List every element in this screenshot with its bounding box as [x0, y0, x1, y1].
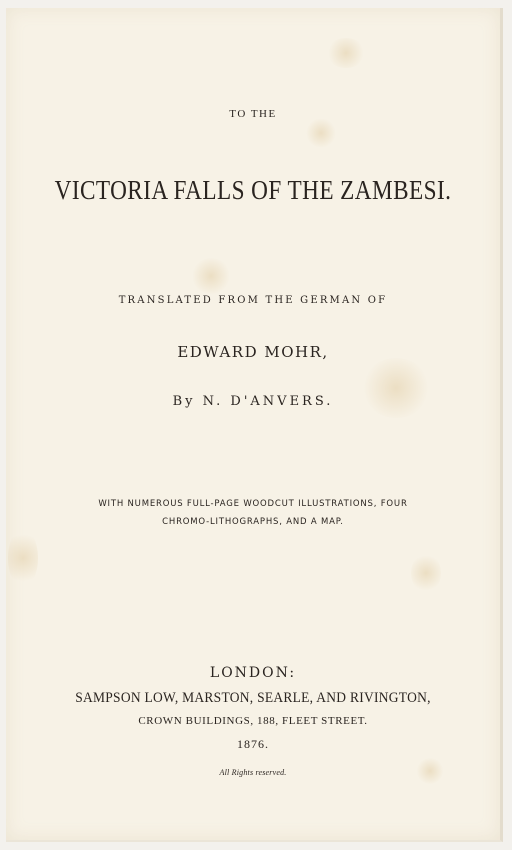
foxing-spot — [8, 528, 38, 588]
book-title-page — [6, 8, 503, 842]
imprint-publisher: SAMPSON LOW, MARSTON, SEARLE, AND RIVINGTON, — [75, 690, 431, 706]
translated-from-line: TRANSLATED FROM THE GERMAN OF — [118, 295, 388, 306]
imprint-city: LONDON: — [209, 665, 297, 681]
translator-line: By N. D'ANVERS. — [172, 394, 334, 409]
title-preposition: TO THE — [229, 108, 277, 120]
illustrations-note-line-2: CHROMO-LITHOGRAPHS, AND A MAP. — [162, 517, 344, 527]
foxing-spot — [191, 258, 231, 294]
rights-notice: All Rights reserved. — [219, 768, 287, 777]
foxing-spot — [306, 118, 336, 148]
foxing-spot — [326, 38, 366, 68]
imprint-year: 1876. — [237, 737, 269, 751]
foxing-spot — [361, 358, 431, 418]
imprint-address: CROWN BUILDINGS, 188, FLEET STREET. — [138, 715, 368, 727]
author-name: EDWARD MOHR, — [177, 343, 329, 361]
foxing-spot — [411, 553, 441, 593]
main-title: VICTORIA FALLS OF THE ZAMBESI. — [54, 175, 452, 205]
illustrations-note-line-1: WITH NUMEROUS FULL-PAGE WOODCUT ILLUSTRATIONS, FOUR — [98, 499, 408, 509]
